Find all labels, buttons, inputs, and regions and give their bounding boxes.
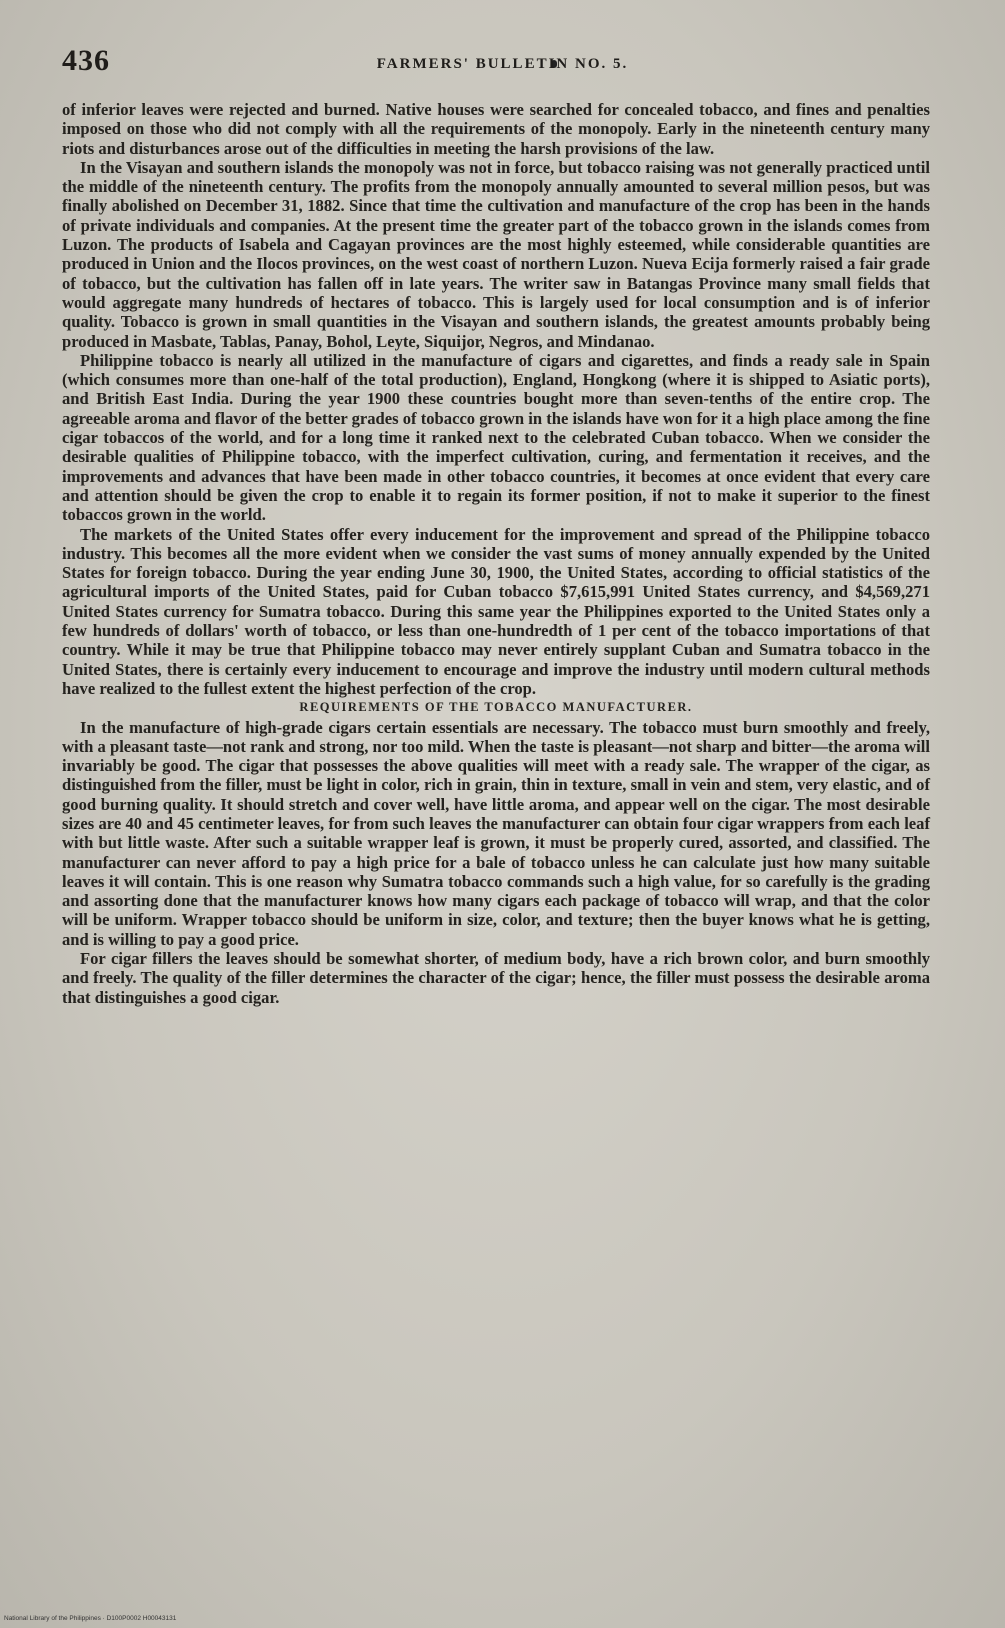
paragraph: Philippine tobacco is nearly all utilized in the manufacture of cigars and cigarettes, and finds a ready sale in Spain (which consumes more than one-half of the total production), England, Hongkong (where it is shipped to Asiatic ports), and British East India. During the year 1900 these countries bought more than seven-tenths of the entire crop. The agreeable aroma and flavor of the better grades of tobacco grown in the islands have won for it a high place among the fine cigar tobaccos of the world, and for a long time it ranked next to the celebrated Cuban tobacco. When we consider the desirable qualities of Philippine tobacco, with the imperfect cultivation, curing, and fermentation it receives, and the improvements and advances that have been made in other tobacco countries, it becomes at once evident that every care and attention should be given the crop to enable it to regain its former position, if not to make it superior to the finest tobaccos grown in the world.: [62, 350, 930, 525]
scan-credit: National Library of the Philippines · D100P0002 H00043131: [4, 1615, 177, 1622]
section-heading: REQUIREMENTS OF THE TOBACCO MANUFACTURER.: [299, 700, 693, 715]
paragraph: In the manufacture of high-grade cigars certain essentials are necessary. The tobacco must burn smoothly and freely, with a pleasant taste—not rank and strong, nor too mild. When the taste is pleasant—not sharp and bitter—the aroma will invariably be good. The cigar that possesses the above qualities will meet with a ready sale. The wrapper of the cigar, as distinguished from the filler, must be light in color, rich in grain, thin in texture, small in vein and stem, very elastic, and of good burning quality. It should stretch and cover well, have little aroma, and appear well on the cigar. The most desirable sizes are 40 and 45 centimeter leaves, for from such leaves the manufacturer can obtain four cigar wrappers from each leaf with but little waste. After such a suitable wrapper leaf is grown, it must be properly cured, assorted, and classified. The manufacturer can never afford to pay a high price for a bale of tobacco unless he can calculate just how many suitable leaves it will contain. This is one reason why Sumatra tobacco commands such a high value, for so carefully is the grading and assorting done that the manufacturer knows how many cigars each package of tobacco will wrap, and that the color will be uniform. Wrapper tobacco should be uniform in size, color, and texture; then the buyer knows what he is getting, and is willing to pay a good price.: [62, 717, 930, 949]
body-text: [62, 100, 930, 1007]
page-header: [62, 44, 943, 84]
paragraph: For cigar fillers the leaves should be somewhat shorter, of medium body, have a rich brown color, and burn smoothly and freely. The quality of the filler determines the character of the cigar; hence, the filler must possess the desirable aroma that distinguishes a good cigar.: [62, 949, 930, 1007]
running-head: FARMERS' BULLETIN NO. 5.: [376, 56, 629, 72]
paragraph: In the Visayan and southern islands the monopoly was not in force, but tobacco raising was not generally practiced until the middle of the nineteenth century. The profits from the monopoly annually amounted to several million pesos, but was finally abolished on December 31, 1882. Since that time the cultivation and manufacture of the crop has been in the hands of private individuals and companies. At the present time the greater part of the tobacco grown in the islands comes from Luzon. The products of Isabela and Cagayan provinces are the most highly esteemed, while considerable quantities are produced in Union and the Ilocos provinces, on the west coast of northern Luzon. Nueva Ecija formerly raised a fair grade of tobacco, but the cultivation has fallen off in late years. The writer saw in Batangas Province many small fields that would aggregate many hundreds of hectares of tobacco. This is largely used for local consumption and is of inferior quality. Tobacco is grown in small quantities in the Visayan and southern islands, the greatest amounts probably being produced in Masbate, Tablas, Panay, Bohol, Leyte, Siquijor, Negros, and Mindanao.: [62, 157, 930, 351]
paragraph: of inferior leaves were rejected and burned. Native houses were searched for concealed tobacco, and fines and penalties imposed on those who did not comply with all the requirements of the monopoly. Early in the nineteenth century many riots and disturbances arose out of the difficulties in meeting the harsh provisions of the law.: [62, 100, 930, 158]
page-number: 436: [62, 44, 110, 77]
paragraph: The markets of the United States offer every inducement for the improvement and spread of the Philippine tobacco industry. This becomes all the more evident when we consider the vast sums of money annually expended by the United States for foreign tobacco. During the year ending June 30, 1900, the United States, according to official statistics of the agricultural imports of the United States, paid for Cuban tobacco $7,615,991 United States currency, and $4,569,271 United States currency for Sumatra tobacco. During this same year the Philippines exported to the United States only a few hundreds of dollars' worth of tobacco, or less than one-hundredth of 1 per cent of the tobacco importations of that country. While it may be true that Philippine tobacco may never entirely supplant Cuban and Sumatra tobacco in the United States, there is certainly every inducement to encourage and improve the industry until modern cultural methods have realized to the fullest extent the highest perfection of the crop.: [62, 524, 930, 698]
